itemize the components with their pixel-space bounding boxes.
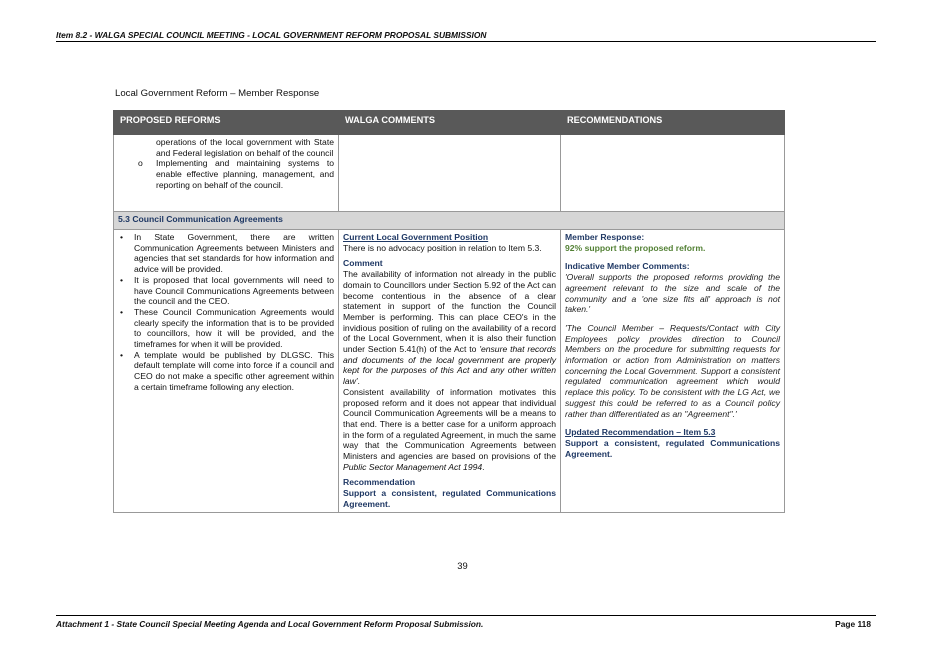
continued-reform-cell [114,135,339,212]
recommendation-text: Support a consistent, regulated Communications Agreement. [343,488,556,509]
list-item: operations of the local government with State and Federal legislation on behalf of the council [156,137,334,158]
recommendations-cell [561,230,785,513]
list-item: • It is proposed that local governments will need to have Council Communications Agreements between the council and the CEO. [120,274,334,307]
document-title: Local Government Reform – Member Response [115,88,320,99]
empty-walga-cell [339,135,561,212]
proposed-reform-cell [114,230,339,513]
table-row-5-3 [114,230,785,513]
section-row [114,212,785,230]
member-comment-1: 'Overall supports the proposed reforms providing the agreement relevant to the size and scale of the community and a 'one size fits all' approach is not taken.' [565,272,780,315]
page-header-title: Item 8.2 - WALGA SPECIAL COUNCIL MEETING - LOCAL GOVERNMENT REFORM PROPOSAL SUBMISSION [56,30,487,40]
section-title: 5.3 Council Communication Agreements [114,212,785,230]
member-response-heading: Member Response: [565,232,645,242]
comment-paragraph-1: The availability of information not already in the public domain to Councillors under Section 5.92 of the Act can become contentious in the absence of a clear statement in support of the function the Council Member is performing. This can place CEO's in the invidious position of ruling on the availability of a record of the Local Government, when it is also their function under Section 5.41(h) of the Act to 'ensure that records and documents of the local government are properly kept for the purposes of this Act and any other written law'. [343,269,556,387]
table-row-continued [114,135,785,212]
recommendation-heading: Recommendation [343,477,416,488]
footer-divider [56,615,876,616]
footer-text: Attachment 1 - State Council Special Meeting Agenda and Local Government Reform Proposal Submission. [56,619,484,629]
member-comment-2: 'The Council Member – Requests/Contact with City Employees policy provides direction to Council Members on the procedure for submitting requests for information or action from Administration on matters concerning the Local Government. Support a consistent regulated communication agreement which would replace this policy. To be consistent with the LG Act, we suggest this could be referred to as a Council policy rather than differentiated as an "Agreement".' [565,322,780,419]
footer-page-number: Page 118 [835,619,871,629]
inner-page-number: 39 [457,560,468,571]
header-divider [56,41,876,42]
list-item: • In State Government, there are written Communication Agreements between Ministers and agencies that set standards for how information and advice will be provided. [120,232,334,275]
updated-recommendation-heading: Updated Recommendation – Item 5.3 [565,427,716,438]
table-header-row [114,111,785,135]
continued-list [118,137,334,191]
position-heading: Current Local Government Position [343,232,489,242]
member-support-value: 92% support the proposed reform. [565,242,706,253]
list-item: • A template would be published by DLGSC. This default template will come into force if a council and CEO do not make a specific other agreement within a certain timeframe following any election. [120,349,334,392]
comment-heading: Comment [343,258,383,269]
indicative-comments-heading: Indicative Member Comments: [565,261,690,272]
column-header-recommendations: RECOMMENDATIONS [561,111,785,135]
column-header-proposed-reforms: PROPOSED REFORMS [114,111,339,135]
walga-comments-cell [339,230,561,513]
list-item: o Implementing and maintaining systems to enable effective planning, management, and reporting on behalf of the council. [138,158,334,190]
reform-list [118,232,334,393]
comment-paragraph-2: Consistent availability of information motivates this proposed reform and it does not appear that individual Council Communication Agreements will be a means to that end. There is a better case for a uniform approach in the form of a regulated Agreement, in much the same way that the Communication Agreements between Ministers and agencies are based on provisions of the Public Sector Management Act 1994. [343,386,556,472]
empty-recommendation-cell [561,135,785,212]
updated-recommendation-text: Support a consistent, regulated Communications Agreement. [565,437,780,459]
position-text: There is no advocacy position in relation to Item 5.3. [343,242,542,253]
list-item: • These Council Communication Agreements would clearly specify the information that is to be provided to councillors, how it will be provided, and the timeframes for when it will be provided. [120,306,334,350]
column-header-walga-comments: WALGA COMMENTS [339,111,561,135]
reform-response-table [113,110,785,513]
